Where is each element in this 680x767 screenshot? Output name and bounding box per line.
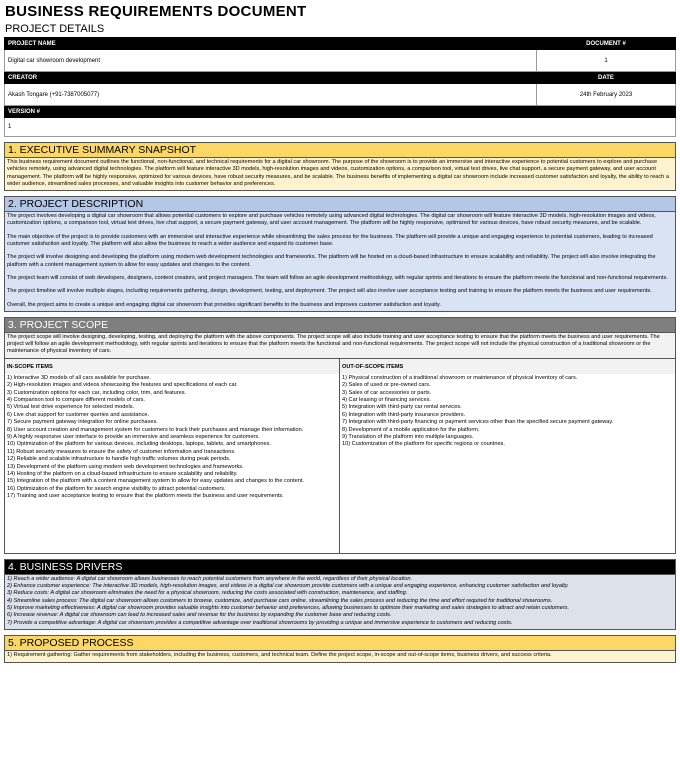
creator-value[interactable]: Akash Tongare (+91-7387005077) <box>5 84 537 106</box>
document-number-value[interactable]: 1 <box>537 50 676 72</box>
in-scope-item: 9) A highly responsive user interface to provide an immersive and seamless experience for customers. <box>7 434 260 440</box>
creator-label: CREATOR <box>5 72 537 84</box>
in-scope-item: 15) Integration of the platform with a content management system to allow for easy updates and changes to the content. <box>7 478 304 485</box>
project-scope-body[interactable]: The project scope will involve designing, developing, testing, and deploying the platform with the above components. The project scope will also include training and user acceptance testing to ensure that the platform meets the business and user requirements. The project will follow an agile development methodology, with regular sprints and iterations to ensure that the platform meets the functional and non-functional requirements. The project scope will not include the physical construction of a traditional showroom or the maintenance of physical inventory of cars. <box>5 333 675 358</box>
in-scope-column <box>5 359 340 553</box>
in-scope-item: 16) Optimization of the platform for search engine visibility to attract potential customers. <box>7 485 226 492</box>
description-paragraph: The project timeline will involve multiple stages, including requirements gathering, design, development, testing, and deployment. The project will also involve user acceptance testing and training to ensure the platform meets the business and user requirements. <box>7 288 652 295</box>
date-label: DATE <box>537 72 676 84</box>
business-driver-item: 5) Improve marketing effectiveness: A digital car showroom provides valuable insights into customer behavior and preferences, allowing businesses to optimize their marketing and sales strategies to attract and retain customers. <box>7 604 570 611</box>
description-paragraph: Overall, the project aims to create a unique and engaging digital car showroom that provides significant benefits to the business and improves customer satisfaction and loyalty. <box>7 301 441 308</box>
proposed-process-heading: 5. PROPOSED PROCESS <box>5 636 675 651</box>
description-paragraph: The project will involve designing and developing the platform using modern web development technologies and frameworks. The platform will be hosted on a cloud-based infrastructure to ensure scalability and reliability. The project will also involve integrating the platform with a content management system to allow for easy updates and changes to the content. <box>7 254 656 268</box>
in-scope-list[interactable] <box>5 374 339 553</box>
in-scope-item: 2) High-resolution images and videos showcasing the features and specifications of each car. <box>7 382 238 389</box>
business-drivers-body[interactable] <box>5 575 675 629</box>
executive-summary-heading: 1. EXECUTIVE SUMMARY SNAPSHOT <box>5 143 675 158</box>
project-name-value[interactable]: Digital car showroom development <box>5 50 537 72</box>
out-of-scope-item: 3) Sales of car accessories or parts. <box>342 389 432 396</box>
description-paragraph: The project involves developing a digital car showroom that allows potential customers to explore and purchase vehicles remotely using advanced digital technologies. The digital car showroom will feature interactive 3D models, high-resolution images and videos, customization options, a comparison tool, virtual test drives, live chat support, a secure payment gateway, and user account management. The platform will be highly responsive, optimized for various devices, have robust security measures, and be scalable. <box>7 213 656 227</box>
in-scope-item: 4) Comparison tool to compare different models of cars. <box>7 396 145 403</box>
in-scope-item: 6) Live chat support for customer queries and assistance. <box>7 411 150 418</box>
project-scope-heading: 3. PROJECT SCOPE <box>5 318 675 333</box>
date-value[interactable]: 24th February 2023 <box>537 84 676 106</box>
project-name-label: PROJECT NAME <box>5 38 537 50</box>
in-scope-item: 5) Virtual test drive experience for selected models. <box>7 404 135 411</box>
business-driver-item: 3) Reduce costs: A digital car showroom eliminates the need for a physical showroom, reducing the costs associated with construction, maintenance, and staffing. <box>7 590 408 597</box>
in-scope-item: 14) Hosting of the platform on a cloud-based infrastructure to ensure scalability and reliability. <box>7 471 238 478</box>
project-description-heading: 2. PROJECT DESCRIPTION <box>5 197 675 212</box>
version-label: VERSION # <box>5 106 676 118</box>
business-drivers-heading: 4. BUSINESS DRIVERS <box>5 560 675 575</box>
document-title: BUSINESS REQUIREMENTS DOCUMENT <box>5 3 307 20</box>
business-driver-item: 4) Streamline sales process: The digital car showroom allows customers to browse, customize, and purchase cars online, streamlining the sales process and reducing the time and effort required for traditional showrooms. <box>7 597 553 604</box>
project-description-body[interactable] <box>5 212 675 311</box>
business-driver-item: 1) Reach a wider audience: A digital car showroom allows businesses to reach potential customers from anywhere in the world, regardless of their physical location. <box>7 575 413 582</box>
business-drivers-section <box>4 559 676 630</box>
out-of-scope-item: 7) Integration with third-party financing or payment services other than the specified secure payment gateway. <box>342 419 614 426</box>
executive-summary-section <box>4 142 676 191</box>
project-scope-section <box>4 317 676 554</box>
executive-summary-body[interactable]: This business requirement document outlines the functional, non-functional, and technical requirements for a digital car showroom. The purpose of the showroom is to provide an immersive and interactive experience to potential customers to explore and purchase vehicles remotely, using advanced digital technologies. The platform will feature interactive 3D models, high-resolution images and videos, customization options, a comparison tool, virtual test drives, live chat support, a secure payment gateway, and user account management. The platform will be highly responsive, optimized for various devices, have robust security measures, and be scalable. The business benefits of implementing a digital car showroom include increased customer satisfaction and loyalty, the ability to reach a wider audience, streamlined sales processes, and valuable insights into customer behavior and preferences. <box>5 158 675 190</box>
out-of-scope-item: 8) Development of a mobile application for the platform. <box>342 426 480 433</box>
in-scope-item: 11) Robust security measures to ensure the safety of customer information and transactions. <box>7 448 236 455</box>
out-of-scope-list[interactable] <box>340 374 675 553</box>
version-value[interactable]: 1 <box>5 118 676 137</box>
business-driver-item: 6) Increase revenue: A digital car showroom can lead to increased sales and revenue for the business by expanding the customer base and reducing costs. <box>7 612 392 619</box>
project-description-section <box>4 196 676 312</box>
scope-columns <box>5 358 675 553</box>
document-number-label: DOCUMENT # <box>537 38 676 50</box>
in-scope-item: 17) Training and user acceptance testing to ensure that the platform meets the business and user requirements. <box>7 493 284 500</box>
out-of-scope-label: OUT-OF-SCOPE ITEMS <box>340 359 675 374</box>
out-of-scope-item: 2) Sales of used or pre-owned cars. <box>342 382 431 389</box>
business-driver-item: 2) Enhance customer experience: The interactive 3D models, high-resolution images, and videos in a digital car showroom provide customers with a unique and engaging experience, enhancing customer satisfaction and loyalty. <box>7 583 569 590</box>
out-of-scope-item: 4) Car leasing or financing services. <box>342 396 431 403</box>
out-of-scope-item: 1) Physical construction of a traditional showroom or maintenance of physical inventory of cars. <box>342 374 578 381</box>
in-scope-item: 8) User account creation and management system for customers to track their purchases and manage their information. <box>7 426 304 433</box>
description-paragraph: The project team will consist of web developers, designers, content creators, and project managers. The team will follow an agile development methodology, with regular sprints and iterations to ensure the platform meets the functional and non-functional requirements. <box>7 274 668 281</box>
in-scope-item: 1) Interactive 3D models of all cars available for purchase. <box>7 374 151 381</box>
document-subtitle: PROJECT DETAILS <box>5 23 105 35</box>
description-paragraph: The main objective of the project is to provide customers with an immersive and interactive experience while streamlining the sales process for the business. The platform will provide a unique and engaging experience to potential customers, leading to increased customer satisfaction and loyalty. The platform will also allow the business to reach a wider audience and expand its customer base. <box>7 233 653 248</box>
in-scope-item: 10) Optimization of the platform for various devices, including desktops, laptops, tablets, and smartphones. <box>7 441 271 448</box>
out-of-scope-item: 9) Translation of the platform into multiple languages. <box>342 434 474 440</box>
proposed-process-section <box>4 635 676 663</box>
in-scope-item: 3) Customization options for each car, including color, trim, and features. <box>7 389 187 396</box>
in-scope-item: 13) Development of the platform using modern web development technologies and frameworks. <box>7 463 244 470</box>
out-of-scope-item: 5) Integration with third-party car rental services. <box>342 404 462 411</box>
out-of-scope-column <box>340 359 675 553</box>
proposed-process-body[interactable]: 1) Requirement gathering: Gather requirements from stakeholders, including the business, customers, and technical team. Define the project scope, in-scope and out-of-scope items, business drivers, and success criteria. <box>5 651 675 662</box>
out-of-scope-item: 10) Customization of the platform for specific regions or countries. <box>342 441 505 448</box>
in-scope-label: IN-SCOPE ITEMS <box>5 359 339 374</box>
in-scope-item: 7) Secure payment gateway integration for online purchases. <box>7 419 158 426</box>
business-driver-item: 7) Provide a competitive advantage: A digital car showroom provides a competitive advantage over traditional showrooms by providing a unique and immersive experience to customers and reducing costs. <box>7 619 513 626</box>
document-page <box>4 0 676 663</box>
out-of-scope-item: 6) Integration with third-party insurance providers. <box>342 411 466 418</box>
project-details-table <box>4 37 676 137</box>
in-scope-item: 12) Reliable and scalable infrastructure to handle high traffic volumes during peak periods. <box>7 456 231 463</box>
